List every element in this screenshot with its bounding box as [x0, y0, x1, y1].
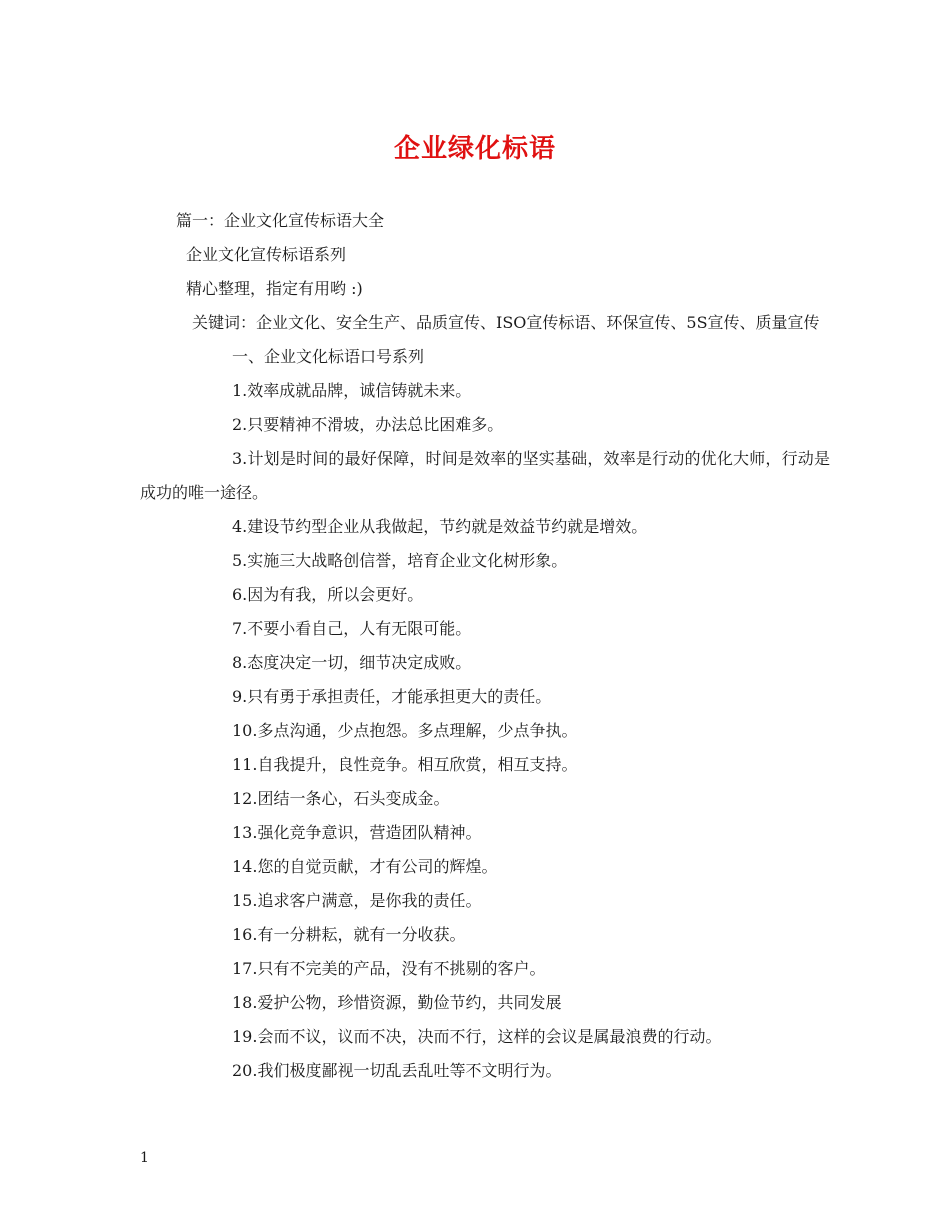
- list-item-number: 7.: [232, 619, 248, 638]
- list-item-number: 3.: [232, 449, 248, 468]
- list-item: [140, 374, 830, 408]
- list-item-text: 态度决定一切，细节决定成败。: [247, 653, 472, 672]
- list-item-number: 12.: [232, 789, 258, 808]
- paragraph-note: 精心整理，指定有用哟 :): [186, 279, 363, 298]
- paragraph-series-title: 企业文化宣传标语系列: [186, 245, 347, 264]
- list-item: [140, 442, 830, 510]
- list-item-number: 8.: [232, 653, 248, 672]
- list-item: [140, 510, 830, 544]
- list-item-text: 团结一条心，石头变成金。: [257, 789, 450, 808]
- paragraph-part-one: 篇一：企业文化宣传标语大全: [176, 211, 385, 230]
- paragraph-keywords: 关键词：企业文化、安全生产、品质宣传、ISO宣传标语、环保宣传、5S宣传、质量宣传: [192, 313, 820, 332]
- list-item-text: 您的自觉贡献，才有公司的辉煌。: [257, 857, 498, 876]
- list-item-number: 19.: [232, 1027, 258, 1046]
- list-item-number: 18.: [232, 993, 258, 1012]
- list-item: [140, 544, 830, 578]
- list-item: [140, 884, 830, 918]
- list-item-number: 1.: [232, 381, 248, 400]
- list-item-number: 14.: [232, 857, 258, 876]
- list-item-number: 17.: [232, 959, 258, 978]
- list-item-text: 实施三大战略创信誉，培育企业文化树形象。: [247, 551, 568, 570]
- list-item-number: 16.: [232, 925, 258, 944]
- list-item-number: 10.: [232, 721, 258, 740]
- list-item-number: 9.: [232, 687, 248, 706]
- list-item-text: 效率成就品牌，诚信铸就未来。: [247, 381, 472, 400]
- section-heading-text: 企业文化标语口号系列: [264, 347, 425, 366]
- list-item-text: 因为有我，所以会更好。: [247, 585, 424, 604]
- list-item: [140, 816, 830, 850]
- list-item-number: 4.: [232, 517, 248, 536]
- list-item-number: 11.: [232, 755, 258, 774]
- list-item-text: 会而不议，议而不决，决而不行，这样的会议是属最浪费的行动。: [257, 1027, 722, 1046]
- list-item: [140, 1020, 830, 1054]
- list-item-text: 只有不完美的产品，没有不挑剔的客户。: [257, 959, 546, 978]
- list-item-text: 只有勇于承担责任，才能承担更大的责任。: [247, 687, 552, 706]
- list-item-text: 只要精神不滑坡，办法总比困难多。: [247, 415, 504, 434]
- list-item-number: 2.: [232, 415, 248, 434]
- section-heading: [140, 340, 830, 374]
- list-item-text: 不要小看自己，人有无限可能。: [247, 619, 472, 638]
- list-item: [140, 646, 830, 680]
- list-item-text: 强化竞争意识，营造团队精神。: [257, 823, 482, 842]
- list-item-number: 15.: [232, 891, 258, 910]
- list-item: [140, 612, 830, 646]
- list-item-number: 6.: [232, 585, 248, 604]
- list-item-text: 追求客户满意，是你我的责任。: [257, 891, 482, 910]
- list-item-text: 建设节约型企业从我做起，节约就是效益节约就是增效。: [247, 517, 648, 536]
- list-item: [140, 680, 830, 714]
- document-body: [140, 204, 830, 1088]
- document-title: 企业绿化标语: [393, 134, 556, 164]
- list-item-text: 多点沟通，少点抱怨。多点理解，少点争执。: [257, 721, 578, 740]
- page-number: 1: [140, 1150, 149, 1166]
- section-heading-number: 一、: [232, 347, 265, 366]
- list-item-text: 爱护公物，珍惜资源，勤俭节约，共同发展: [257, 993, 562, 1012]
- list-item: [140, 918, 830, 952]
- list-item: [140, 408, 830, 442]
- list-item-text: 自我提升，良性竞争。相互欣赏，相互支持。: [257, 755, 578, 774]
- list-item-text: 有一分耕耘，就有一分收获。: [257, 925, 466, 944]
- list-item: [140, 748, 830, 782]
- list-item-text: 我们极度鄙视一切乱丢乱吐等不文明行为。: [257, 1061, 562, 1080]
- list-item: [140, 986, 830, 1020]
- list-item: [140, 850, 830, 884]
- list-item-number: 5.: [232, 551, 248, 570]
- list-item-text: 计划是时间的最好保障，时间是效率的坚实基础，效率是行动的优化大师，行动是成功的唯一途径。: [140, 449, 830, 502]
- list-item: [140, 952, 830, 986]
- list-item: [140, 782, 830, 816]
- list-item-number: 20.: [232, 1061, 258, 1080]
- list-item: [140, 714, 830, 748]
- list-item: [140, 578, 830, 612]
- list-item-number: 13.: [232, 823, 258, 842]
- list-item: [140, 1054, 830, 1088]
